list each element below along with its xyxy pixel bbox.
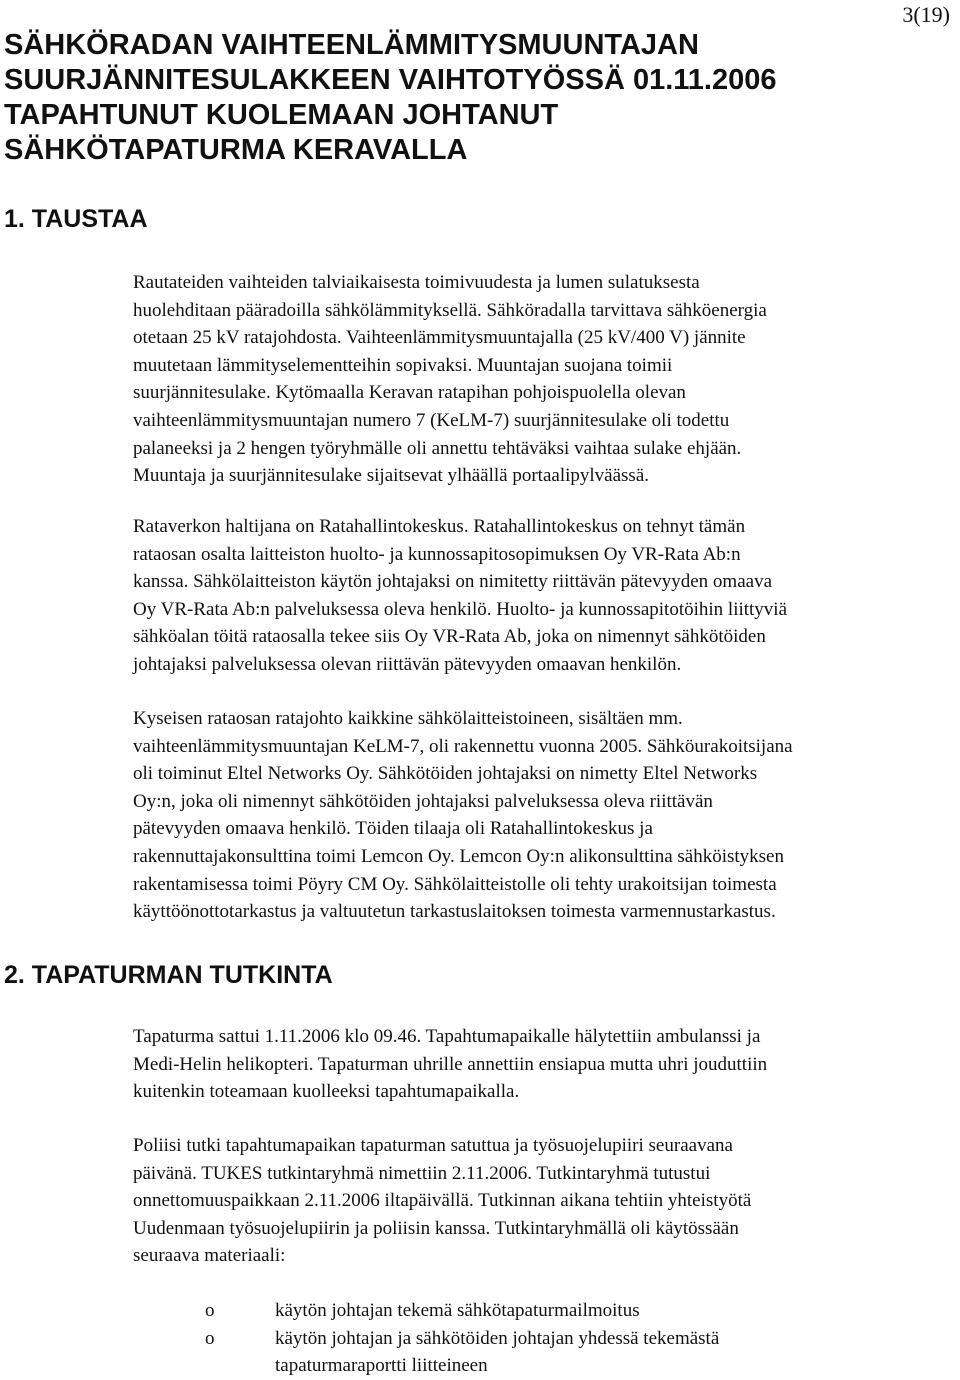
paragraph-line: Uudenmaan työsuojelupiirin ja poliisin kanssa. Tutkintaryhmällä oli käytössään	[133, 1217, 739, 1239]
paragraph-line: vaihteenlämmitysmuuntajan KeLM-7, oli rakennettu vuonna 2005. Sähköurakoitsijana	[133, 735, 793, 757]
paragraph-line: rakentamisessa toimi Pöyry CM Oy. Sähkölaitteistolle oli tehty urakoitsijan toimesta	[133, 873, 777, 895]
list-item-text	[275, 1297, 945, 1325]
title-line: SUURJÄNNITESULAKKEEN VAIHTOTYÖSSÄ 01.11.2006	[4, 64, 777, 96]
title-line: SÄHKÖTAPATURMA KERAVALLA	[4, 134, 468, 166]
paragraph	[133, 269, 960, 490]
paragraph-line: muutetaan lämmityselementteihin sopivaksi. Muuntajan suojana toimii	[133, 354, 673, 376]
paragraph-line: suurjännitesulake. Kytömaalla Keravan ratapihan pohjoispuolella olevan	[133, 382, 686, 404]
paragraph	[133, 513, 960, 679]
paragraph-line: otetaan 25 kV ratajohdosta. Vaihteenlämmitysmuuntajalla (25 kV/400 V) jännite	[133, 327, 746, 349]
paragraph	[133, 1132, 960, 1270]
paragraph-line: Oy:n, joka oli nimennyt sähkötöiden johtajaksi palveluksessa oleva riittävän	[133, 790, 713, 812]
paragraph-line: Poliisi tutki tapahtumapaikan tapaturman satuttua ja työsuojelupiiri seuraavana	[133, 1135, 733, 1156]
paragraph-line: Rataverkon haltijana on Ratahallintokeskus. Ratahallintokeskus on tehnyt tämän	[133, 516, 746, 537]
list-item	[205, 1297, 945, 1325]
paragraph-line: Oy VR-Rata Ab:n palveluksessa oleva henkilö. Huolto- ja kunnossapitotöihin liittyviä	[133, 598, 788, 620]
page-number: 3(19)	[902, 2, 950, 27]
paragraph-line: Kyseisen rataosan ratajohto kaikkine sähkölaitteistoineen, sisältäen mm.	[133, 708, 683, 729]
title-line: TAPAHTUNUT KUOLEMAAN JOHTANUT	[4, 99, 559, 131]
section-heading-tapaturman-tutkinta: 2. TAPATURMAN TUTKINTA	[4, 961, 333, 989]
paragraph	[133, 705, 960, 926]
paragraph-line: kuitenkin toteamaan kuolleeksi tapahtumapaikalla.	[133, 1081, 520, 1103]
paragraph-line: Tapaturma sattui 1.11.2006 klo 09.46. Tapahtumapaikalle hälytettiin ambulanssi ja	[133, 1026, 761, 1047]
paragraph-line: Rautateiden vaihteiden talviaikaisesta toimivuudesta ja lumen sulatuksesta	[133, 272, 700, 293]
paragraph-line: Muuntaja ja suurjännitesulake sijaitsevat ylhäällä portaalipylväässä.	[133, 465, 650, 487]
list-item	[205, 1325, 945, 1380]
paragraph-line: sähköalan töitä rataosalla tekee siis Oy VR-Rata Ab, joka on nimennyt sähkötöiden	[133, 626, 766, 648]
material-list	[205, 1297, 945, 1380]
paragraph-line: päivänä. TUKES tutkintaryhmä nimettiin 2.11.2006. Tutkintaryhmä tutustui	[133, 1162, 711, 1184]
paragraph-line: vaihteenlämmitysmuuntajan numero 7 (KeLM-7) suurjännitesulake oli todettu	[133, 409, 730, 431]
title-line: SÄHKÖRADAN VAIHTEENLÄMMITYSMUUNTAJAN	[4, 29, 699, 61]
paragraph-line: seuraava materiaali:	[133, 1245, 286, 1267]
paragraph-line: pätevyyden omaava henkilö. Töiden tilaaja oli Ratahallintokeskus ja	[133, 818, 653, 840]
paragraph-line: huolehditaan pääradoilla sähkölämmityksellä. Sähköradalla tarvittava sähköenergia	[133, 299, 767, 321]
paragraph-line: rataosan osalta laitteiston huolto- ja kunnossapitosopimuksen Oy VR-Rata Ab:n	[133, 543, 741, 565]
paragraph-line: johtajaksi palveluksessa olevan riittävän pätevyyden omaavan henkilön.	[133, 653, 682, 675]
list-item-text	[275, 1325, 945, 1380]
paragraph-line: oli toiminut Eltel Networks Oy. Sähkötöiden johtajaksi on nimetty Eltel Networks	[133, 763, 758, 785]
paragraph-line: palaneeksi ja 2 hengen työryhmälle oli annettu tehtäväksi vaihtaa sulake ehjään.	[133, 437, 742, 459]
list-item-line: käytön johtajan ja sähkötöiden johtajan yhdessä tekemästä	[275, 1327, 720, 1349]
bullet-marker: o	[205, 1300, 215, 1321]
paragraph-line: käyttöönottotarkastus ja valtuutetun tarkastuslaitoksen toimesta varmennustarkastus.	[133, 901, 776, 923]
paragraph-line: onnettomuuspaikkaan 2.11.2006 iltapäivällä. Tutkinnan aikana tehtiin yhteistyötä	[133, 1190, 752, 1212]
paragraph-line: rakennuttajakonsulttina toimi Lemcon Oy. Lemcon Oy:n alikonsulttina sähköistyksen	[133, 845, 784, 867]
paragraph	[133, 1023, 960, 1106]
list-item-line: käytön johtajan tekemä sähkötapaturmailmoitus	[275, 1300, 640, 1321]
section-heading-taustaa: 1. TAUSTAA	[4, 205, 148, 233]
bullet-marker: o	[205, 1327, 215, 1349]
paragraph-line: kanssa. Sähkölaitteiston käytön johtajaksi on nimitetty riittävän pätevyyden omaava	[133, 571, 772, 593]
paragraph-line: Medi-Helin helikopteri. Tapaturman uhrille annettiin ensiapua mutta uhri jouduttiin	[133, 1053, 768, 1075]
document-title	[4, 28, 884, 168]
list-item-line: tapaturmaraportti liitteineen	[275, 1355, 488, 1377]
